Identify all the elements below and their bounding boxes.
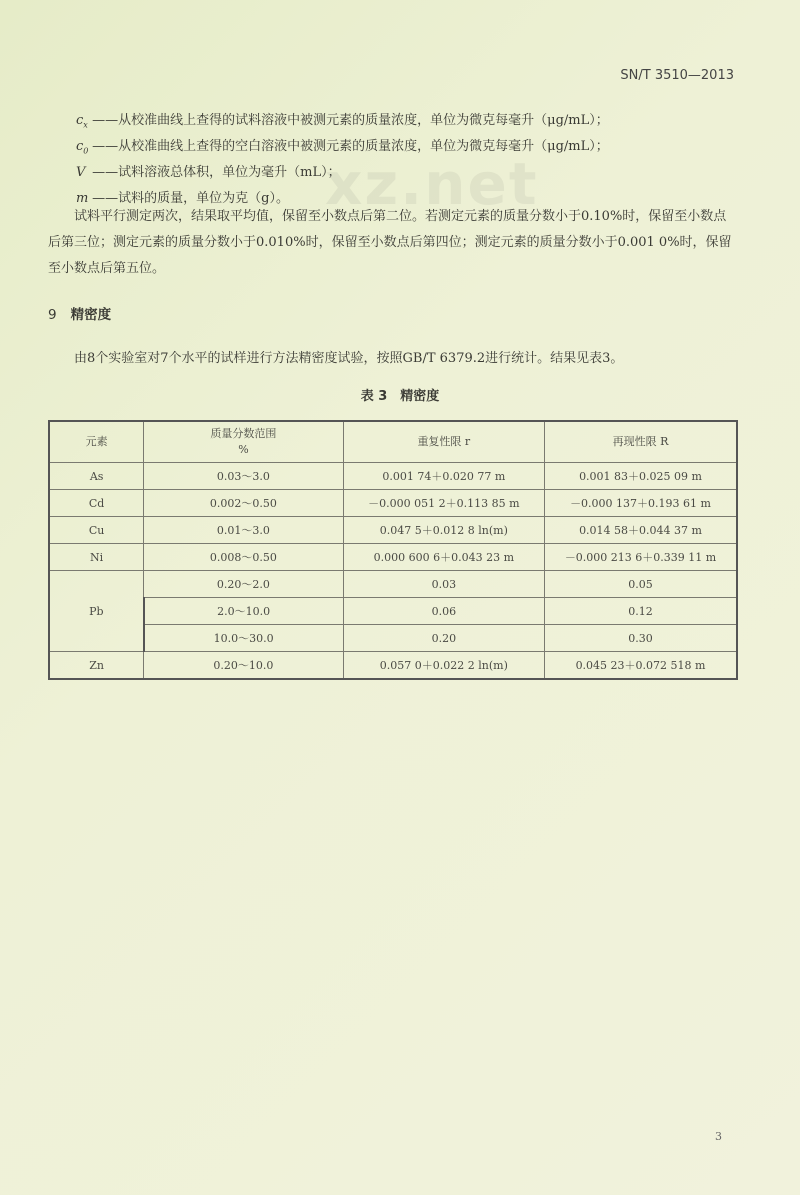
watermark: xz.net [325,150,539,218]
definition-text: ——从校准曲线上查得的试料溶液中被测元素的质量浓度，单位为微克每毫升（μg/mL）； [92,113,609,128]
cell-reproducibility: －0.000 137＋0.193 61 m [545,490,737,517]
section-number: 9 [48,307,57,323]
cell-range: 0.002～0.50 [144,490,343,517]
cell-reproducibility: 0.014 58＋0.044 37 m [545,517,737,544]
header-range-label: 质量分数范围 [210,427,277,440]
table-row [49,544,737,571]
definition-text: ——试料溶液总体积，单位为毫升（mL）； [92,165,341,180]
cell-reproducibility: 0.30 [545,625,737,652]
cell-reproducibility: 0.12 [545,598,737,625]
table-header-row [49,421,737,463]
cell-repeatability: 0.047 5＋0.012 8 ln(m) [343,517,544,544]
table-row [49,625,737,652]
page-number: 3 [715,1130,722,1143]
cell-repeatability: 0.03 [343,571,544,598]
cell-repeatability: 0.000 600 6＋0.043 23 m [343,544,544,571]
cell-element: Zn [49,652,144,680]
precision-table [48,420,738,680]
cell-element: Cd [49,490,144,517]
cell-range: 0.008～0.50 [144,544,343,571]
section-title: 精密度 [70,307,112,323]
cell-range: 0.01～3.0 [144,517,343,544]
cell-element: Pb [49,571,144,652]
table-row [49,490,737,517]
symbol-c0: $c_0$ [76,139,89,156]
cell-repeatability: 0.001 74＋0.020 77 m [343,463,544,490]
definition-text: ——从校准曲线上查得的空白溶液中被测元素的质量浓度，单位为微克每毫升（μg/mL）； [92,139,609,154]
precision-paragraph [48,346,748,372]
cell-element: Ni [49,544,144,571]
header-element: 元素 [49,421,144,463]
header-repeatability: 重复性限 r [343,421,544,463]
document-code: SN/T 3510—2013 [620,68,734,83]
symbol-v: V [76,165,86,180]
table-row [49,652,737,680]
cell-range: 0.20～10.0 [144,652,343,680]
cell-repeatability: 0.057 0＋0.022 2 ln(m) [343,652,544,680]
definition-c0 [76,134,746,160]
table-row [49,598,737,625]
table-row [49,571,737,598]
header-reproducibility: 再现性限 R [545,421,737,463]
precision-text: 由8个实验室对7个水平的试样进行方法精密度试验，按照GB/T 6379.2进行统计。结果见表3。 [74,351,624,366]
cell-reproducibility: 0.05 [545,571,737,598]
symbol-cx: $c_x$ [76,113,88,130]
cell-reproducibility: 0.001 83＋0.025 09 m [545,463,737,490]
symbol-definitions [76,108,746,212]
definition-cx [76,108,746,134]
cell-range: 0.20～2.0 [144,571,343,598]
cell-repeatability: －0.000 051 2＋0.113 85 m [343,490,544,517]
cell-repeatability: 0.06 [343,598,544,625]
table-caption: 表 3 精密度 [360,389,440,404]
definition-v [76,160,746,186]
cell-range: 2.0～10.0 [144,598,343,625]
cell-element: Cu [49,517,144,544]
cell-reproducibility: －0.000 213 6＋0.339 11 m [545,544,737,571]
header-range [144,421,343,463]
rounding-paragraph [48,204,738,282]
definition-text: ——试料的质量，单位为克（g）。 [92,191,289,206]
header-range-unit: % [238,443,249,456]
cell-range: 0.03～3.0 [144,463,343,490]
symbol-m: m [76,191,89,206]
table-row [49,517,737,544]
section-heading [48,303,111,323]
rounding-text: 试料平行测定两次，结果取平均值，保留至小数点后第二位。若测定元素的质量分数小于0.10%时，保留至小数点后第三位；测定元素的质量分数小于0.010%时，保留至小数点后第四位；测定元素的质量分数小于0.001 0%时，保留至小数点后第五位。 [48,209,732,276]
cell-repeatability: 0.20 [343,625,544,652]
table-row [49,463,737,490]
cell-reproducibility: 0.045 23＋0.072 518 m [545,652,737,680]
cell-element: As [49,463,144,490]
cell-range: 10.0～30.0 [144,625,343,652]
